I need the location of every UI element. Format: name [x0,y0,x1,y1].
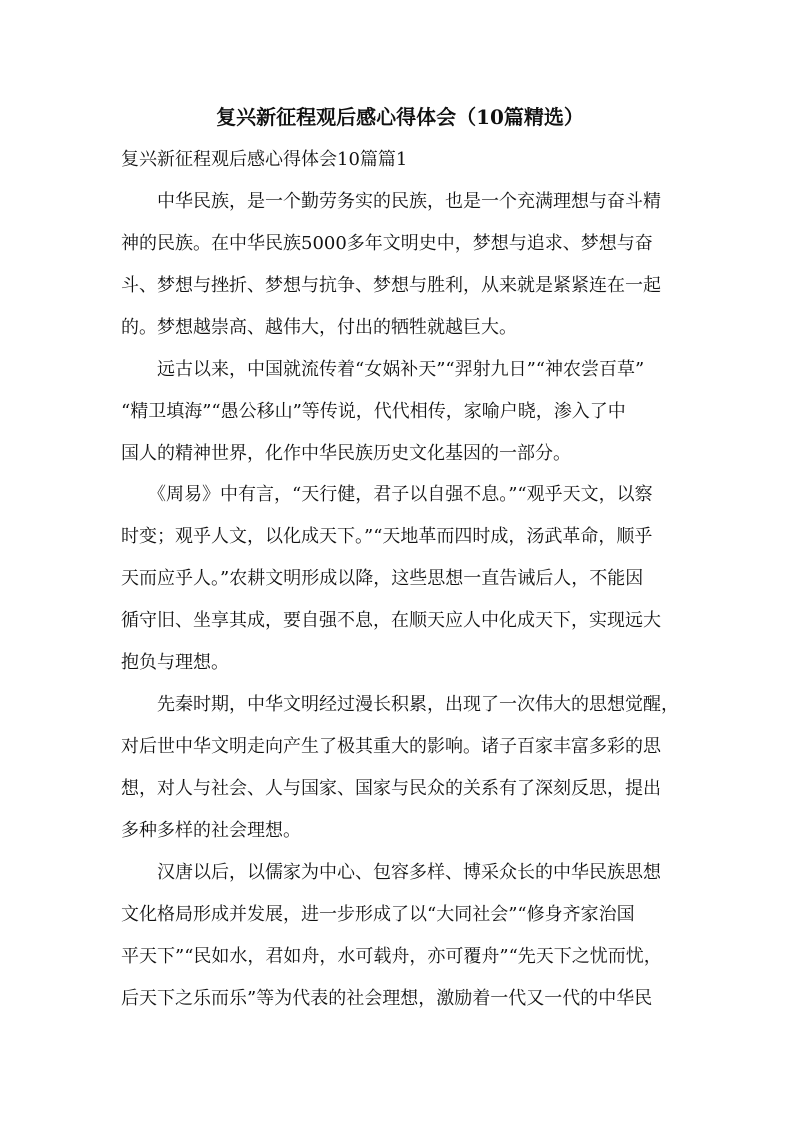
text-line: “精卫填海”“愚公移山”等传说，代代相传，家喻户晓，渗入了中 [121,401,626,422]
text-line: 《周易》中有言，“天行健，君子以自强不息。”“观乎天文，以察 [121,484,653,505]
text-line: 想，对人与社会、人与国家、国家与民众的关系有了深刻反思，提出 [121,778,661,799]
text-line: 天而应乎人。”农耕文明形成以降，这些思想一直告诫后人，不能因 [121,568,644,589]
text-line: 国人的精神世界，化作中华民族历史文化基因的一部分。 [121,443,571,464]
text-line: 平天下”“民如水，君如舟，水可载舟，亦可覆舟”“先天下之忧而忧， [121,946,662,967]
text-line: 远古以来，中国就流传着“女娲补天”“羿射九日”“神农尝百草” [121,359,645,380]
text-line: 循守旧、坐享其成，要自强不息，在顺天应人中化成天下，实现远大 [121,610,661,631]
text-line: 时变；观乎人文，以化成天下。”“天地革而四时成，汤武革命，顺乎 [121,526,653,547]
page-title: 复兴新征程观后感心得体会（10篇精选） [216,105,584,129]
text-line: 先秦时期，中华文明经过漫长积累，出现了一次伟大的思想觉醒， [121,694,679,715]
text-line: 的。梦想越崇高、越伟大，付出的牺牲就越巨大。 [121,317,517,338]
text-line: 神的民族。在中华民族5000多年文明史中，梦想与追求、梦想与奋 [121,233,653,254]
text-line: 后天下之乐而乐”等为代表的社会理想，激励着一代又一代的中华民 [121,988,653,1009]
text-line: 对后世中华文明走向产生了极其重大的影响。诸子百家丰富多彩的思 [121,736,661,757]
section-heading: 复兴新征程观后感心得体会10篇篇1 [121,149,408,170]
text-line: 多种多样的社会理想。 [121,820,301,841]
text-line: 斗、梦想与挫折、梦想与抗争、梦想与胜利，从来就是紧紧连在一起 [121,275,661,296]
text-line: 抱负与理想。 [121,652,229,673]
text-line: 汉唐以后，以儒家为中心、包容多样、博采众长的中华民族思想 [121,862,661,883]
text-line: 中华民族，是一个勤劳务实的民族，也是一个充满理想与奋斗精 [121,191,661,212]
text-line: 文化格局形成并发展，进一步形成了以“大同社会”“修身齐家治国 [121,904,635,925]
